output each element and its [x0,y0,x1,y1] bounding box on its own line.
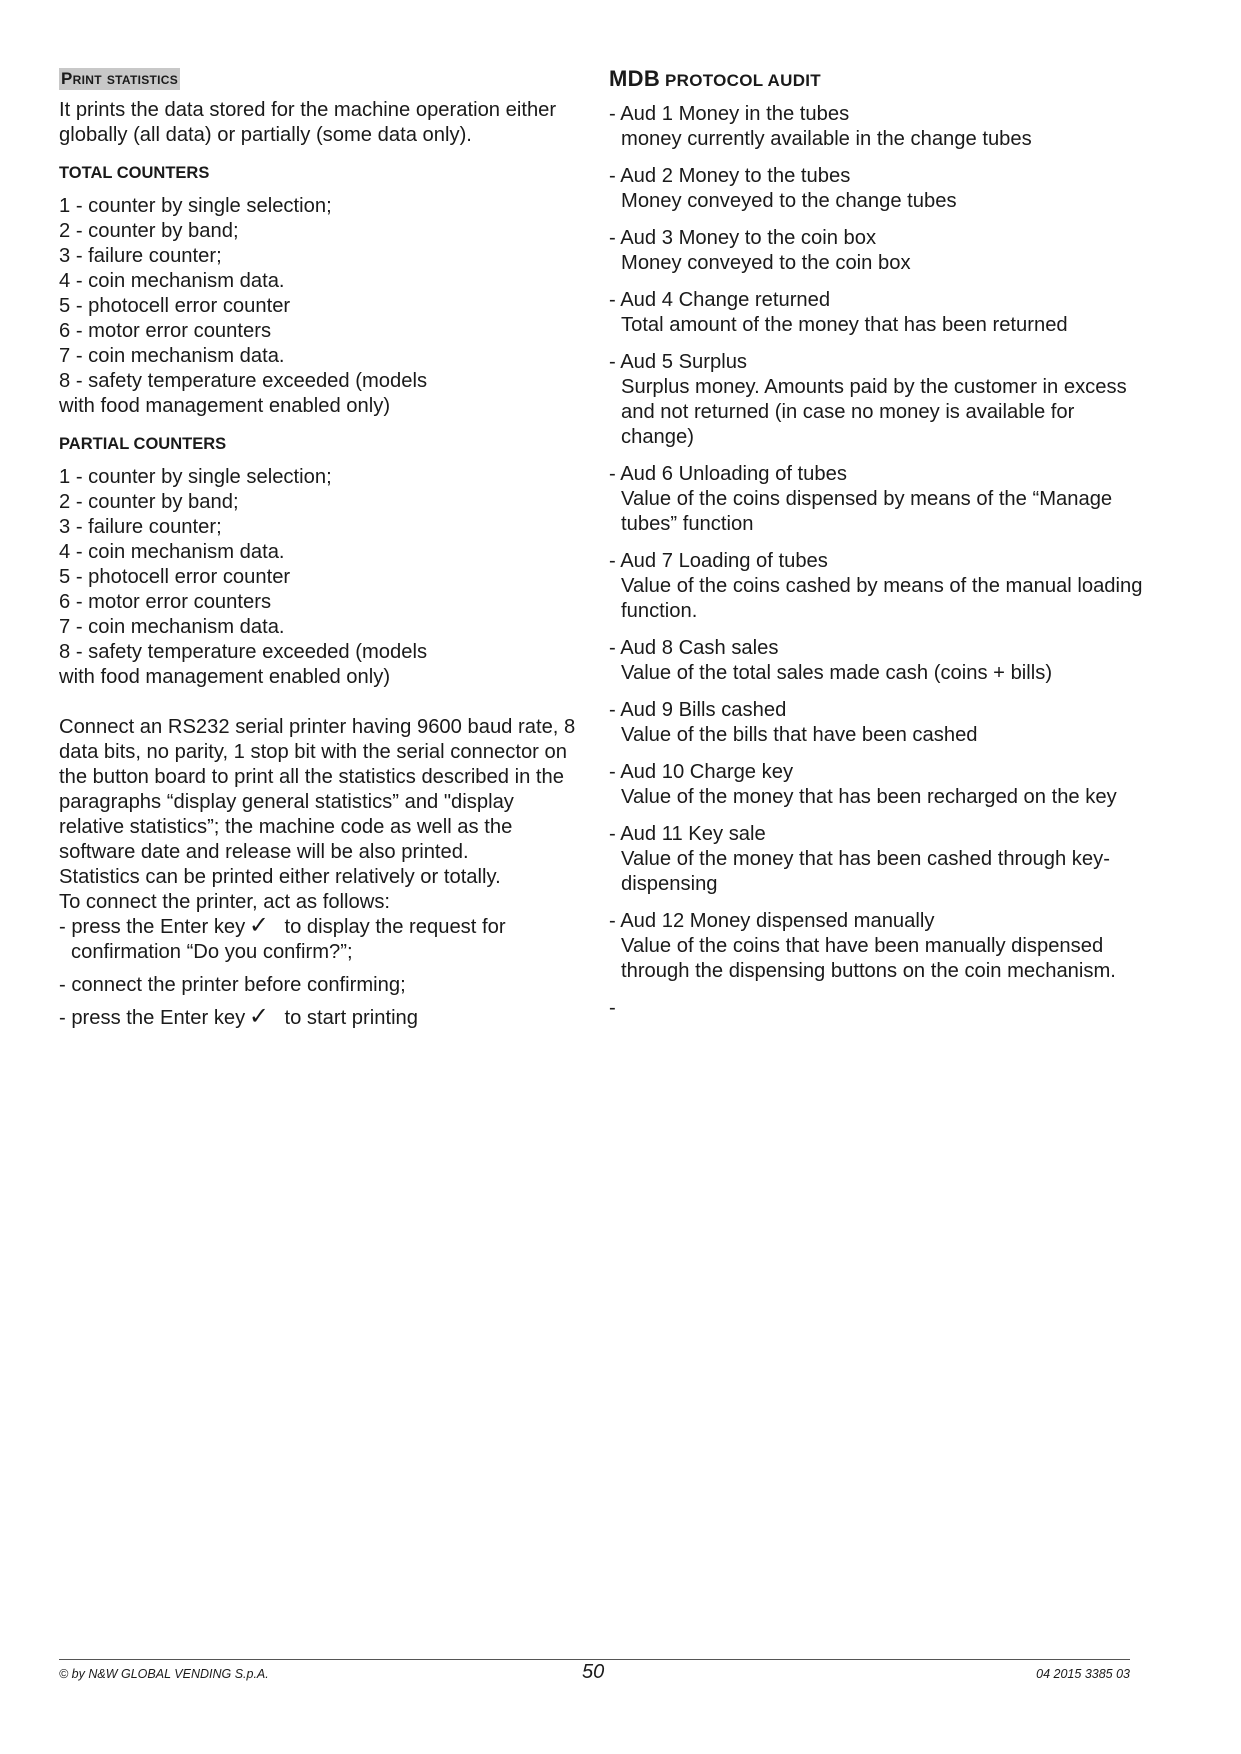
audit-label: - Aud 9 Bills cashed [609,699,787,721]
audit-item [609,822,1149,897]
list-item: 2 - counter by band; [59,491,239,513]
list-item: 8 - safety temperature exceeded (models with food management enabled only) [59,370,428,417]
list-item: 7 - coin mechanism data. [59,345,285,367]
list-item: 8 - safety temperature exceeded (models with food management enabled only) [59,641,428,688]
list-item: 7 - coin mechanism data. [59,616,285,638]
mdb-audit-heading [609,68,1149,92]
audit-item [609,350,1149,450]
step-text: to display the request for confirmation “Do you confirm?”; [71,916,506,963]
audit-description: Money conveyed to the change tubes [621,190,957,212]
audit-description: Value of the money that has been cashed through key-dispensing [621,848,1110,895]
document-code: 04 2015 3385 03 [1036,1667,1130,1681]
step-text: to start printing [284,1007,419,1029]
audit-item [609,760,1149,810]
audit-label: - Aud 7 Loading of tubes [609,550,828,572]
partial-counters-list [59,465,581,690]
list-item: 3 - failure counter; [59,245,222,267]
partial-counters-heading: PARTIAL COUNTERS [59,435,227,453]
footer-rule [59,1659,1130,1660]
list-item: 2 - counter by band; [59,220,239,242]
list-item: 3 - failure counter; [59,516,222,538]
print-statistics-title: Print statistics [61,69,179,88]
mdb-title: MDB [609,66,661,91]
audit-label: - Aud 11 Key sale [609,823,766,845]
step-item [59,912,581,965]
step-item: - connect the printer before confirming; [59,974,406,996]
audit-label: - Aud 3 Money to the coin box [609,227,877,249]
list-item: 4 - coin mechanism data. [59,270,285,292]
audit-label: - Aud 6 Unloading of tubes [609,463,847,485]
audit-label: - Aud 8 Cash sales [609,637,779,659]
steps-list [59,912,581,1031]
audit-description: money currently available in the change tubes [621,128,1032,150]
audit-item [609,549,1149,624]
enter-check-icon: ✓ [248,1003,269,1030]
audit-item [609,698,1149,748]
list-item: 6 - motor error counters [59,591,272,613]
audit-item [609,996,1149,1021]
connect-instruction-line: To connect the printer, act as follows: [59,891,391,913]
audit-description: Total amount of the money that has been returned [621,314,1068,336]
page-number: 50 [582,1661,605,1683]
audit-item [609,636,1149,686]
list-item: 1 - counter by single selection; [59,466,332,488]
step-text: - press the Enter key [59,1007,246,1029]
audit-item [609,462,1149,537]
audit-description: Value of the coins dispensed by means of the “Manage tubes” function [621,488,1113,535]
list-item: 5 - photocell error counter [59,295,291,317]
step-text: - press the Enter key [59,916,246,938]
list-item: 4 - coin mechanism data. [59,541,285,563]
audit-item [609,164,1149,214]
audit-description: Money conveyed to the coin box [621,252,911,274]
intro-paragraph: It prints the data stored for the machine operation either globally (all data) or partially (some data only). [59,99,557,146]
step-item [59,1003,581,1031]
footer-copyright: © by N&W GLOBAL VENDING S.p.A. [59,1667,269,1681]
audit-description: Value of the money that has been recharged on the key [621,786,1117,808]
audit-label: - Aud 10 Charge key [609,761,794,783]
audit-item [609,102,1149,152]
audit-description: Value of the coins that have been manually dispensed through the dispensing buttons on the coin mechanism. [621,935,1116,982]
right-column [609,68,1149,1033]
audit-item [609,288,1149,338]
list-item: 5 - photocell error counter [59,566,291,588]
audit-description: Value of the bills that have been cashed [621,724,978,746]
left-column [59,68,581,1031]
audit-item [609,909,1149,984]
audit-label: - Aud 4 Change returned [609,289,831,311]
audit-label: - Aud 5 Surplus [609,351,748,373]
total-counters-list [59,194,581,419]
audit-list [609,102,1149,1021]
list-item: 6 - motor error counters [59,320,272,342]
protocol-audit-title: PROTOCOL AUDIT [665,71,821,90]
audit-description: Value of the total sales made cash (coins + bills) [621,662,1053,684]
connect-paragraph: Connect an RS232 serial printer having 9600 baud rate, 8 data bits, no parity, 1 stop bit with the serial connector on the button board to print all the statistics described in the paragraphs “display general statistics” and "display relative statistics”; the machine code as well as the software date and release will be also printed. [59,716,576,863]
trailing-dash: - [609,997,616,1019]
audit-label: - Aud 1 Money in the tubes [609,103,850,125]
statistics-line: Statistics can be printed either relatively or totally. [59,866,501,888]
print-statistics-heading [59,68,581,90]
audit-label: - Aud 2 Money to the tubes [609,165,851,187]
list-item: 1 - counter by single selection; [59,195,332,217]
audit-description: Surplus money. Amounts paid by the customer in excess and not returned (in case no money is available for change) [621,376,1127,448]
audit-description: Value of the coins cashed by means of the manual loading function. [621,575,1143,622]
total-counters-heading: TOTAL COUNTERS [59,164,210,182]
enter-check-icon: ✓ [248,912,269,939]
audit-label: - Aud 12 Money dispensed manually [609,910,935,932]
audit-item [609,226,1149,276]
